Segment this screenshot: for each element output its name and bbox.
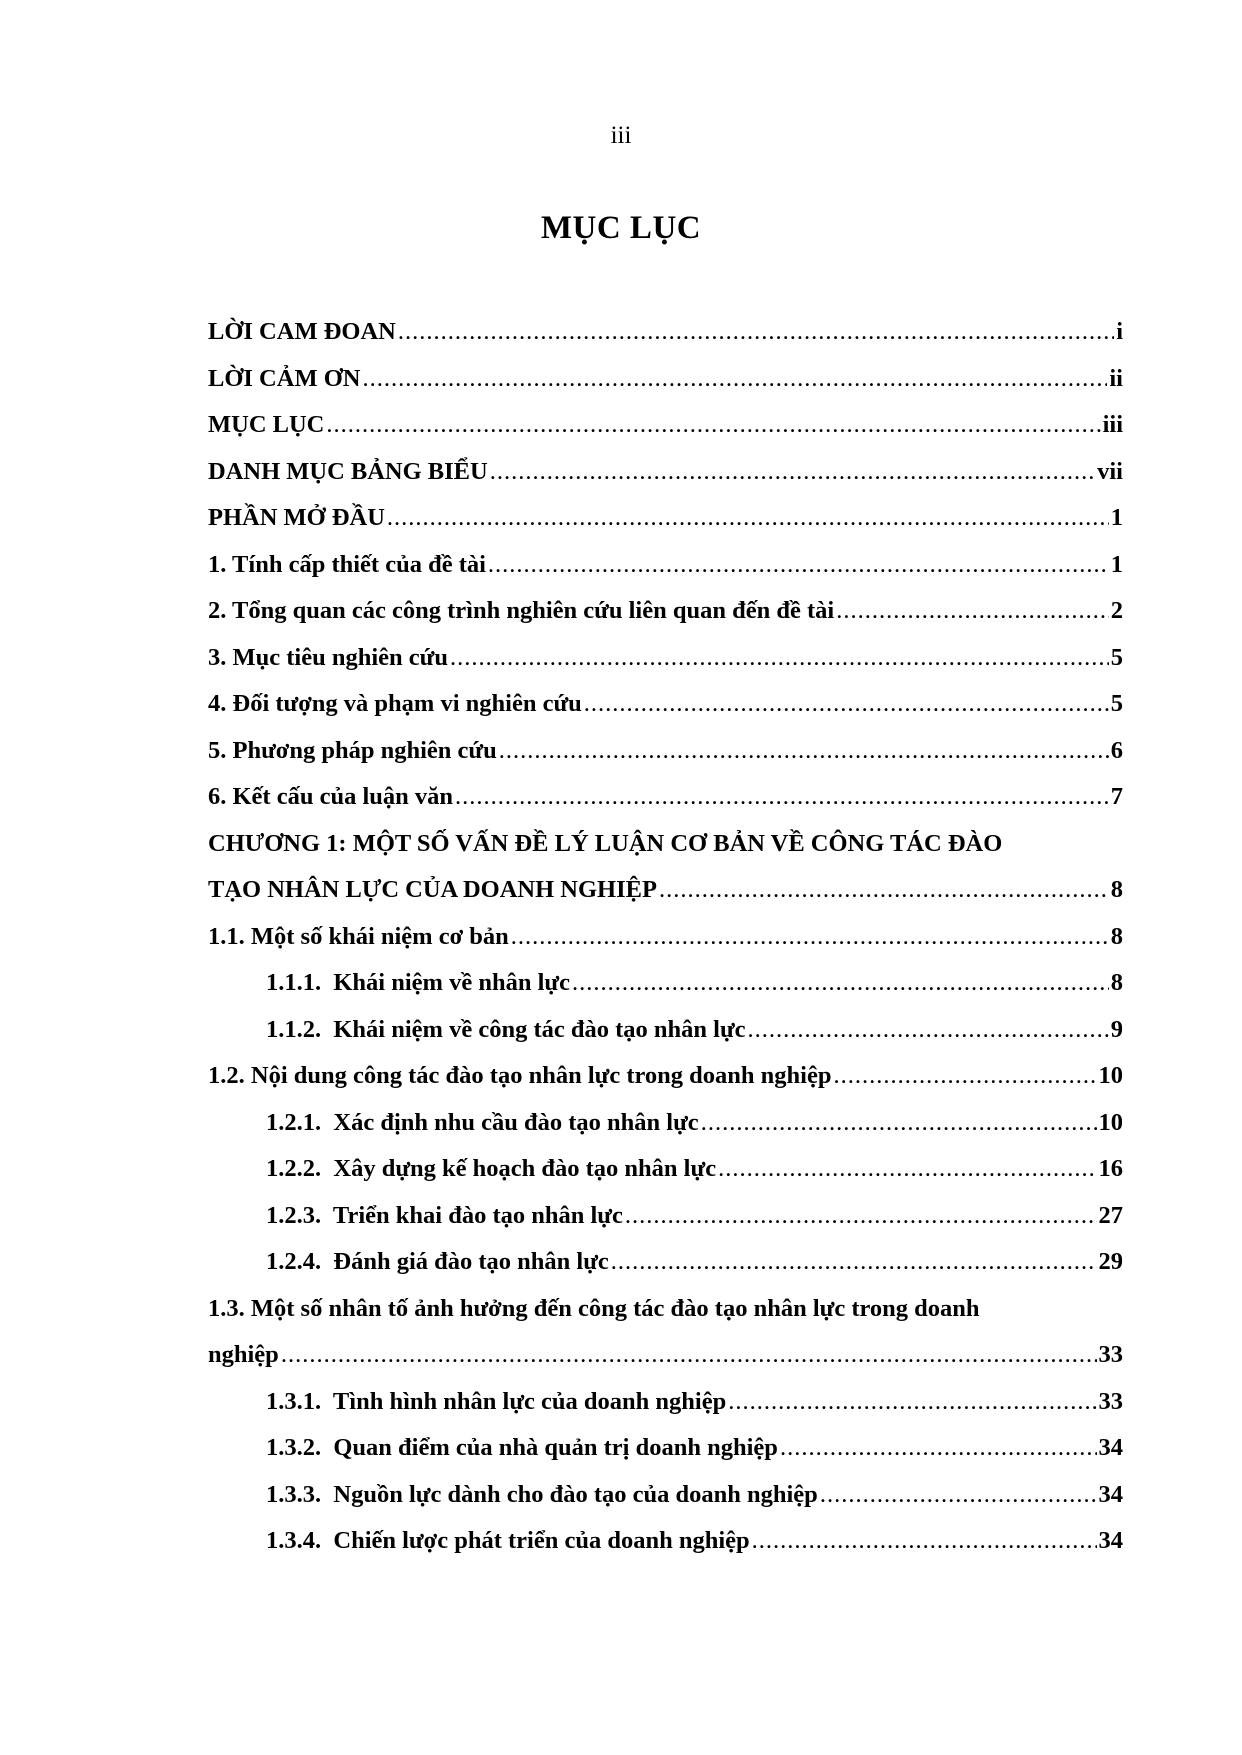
- toc-entry-text: 1. Tính cấp thiết của đề tài: [208, 550, 486, 578]
- toc-entry-text: PHẦN MỞ ĐẦU: [208, 504, 385, 531]
- toc-page-number: 5: [1110, 643, 1123, 671]
- toc-entry-1-2[interactable]: [208, 1061, 1123, 1108]
- toc-page-number: 29: [1098, 1248, 1123, 1275]
- toc-entry-1-3-4[interactable]: [208, 1526, 1123, 1573]
- toc-entry-1-1-1[interactable]: [208, 968, 1123, 1015]
- toc-entry-1-1[interactable]: [208, 922, 1123, 969]
- toc-dot-leader: [499, 736, 1109, 766]
- toc-entry-text: 1.2.1. Xác định nhu cầu đào tạo nhân lực: [266, 1108, 699, 1136]
- toc-entry-text: LỜI CAM ĐOAN: [208, 318, 396, 345]
- toc-entry-text: 5. Phương pháp nghiên cứu: [208, 736, 497, 764]
- toc-entry-text: 1.1. Một số khái niệm cơ bản: [208, 922, 509, 950]
- toc-entry-text: 1.2.2. Xây dựng kế hoạch đào tạo nhân lực: [266, 1155, 717, 1182]
- toc-entry-text-line1: 1.3. Một số nhân tố ảnh hưởng đến công tác đào tạo nhân lực trong doanh: [208, 1294, 980, 1322]
- toc-dot-leader: [387, 503, 1109, 533]
- toc-page-number: 5: [1110, 690, 1123, 717]
- toc-page-number: 8: [1110, 876, 1123, 903]
- toc-entry-text: 6. Kết cấu của luận văn: [208, 783, 454, 810]
- toc-entry-1-3-line1[interactable]: [208, 1294, 1123, 1341]
- toc-entry-text: 1.2.4. Đánh giá đào tạo nhân lực: [266, 1248, 609, 1275]
- toc-dot-leader: [836, 596, 1109, 626]
- toc-page-number: 2: [1110, 597, 1123, 624]
- toc-page-number: 33: [1098, 1387, 1123, 1415]
- toc-page-number: 8: [1110, 922, 1123, 950]
- toc-entry-text: 1.3.2. Quan điểm của nhà quản trị doanh nghiệp: [266, 1434, 778, 1461]
- toc-entry-1-3[interactable]: [208, 1340, 1123, 1387]
- toc-entry-text: nghiệp: [208, 1341, 279, 1368]
- toc-entry-1-3-1[interactable]: [208, 1387, 1123, 1434]
- toc-page-number: 34: [1098, 1480, 1123, 1508]
- toc-entry-chapter-1[interactable]: [208, 875, 1123, 922]
- toc-entry-text: 1.3.1. Tình hình nhân lực của doanh nghiệp: [266, 1387, 727, 1415]
- toc-page-number: iii: [1102, 411, 1123, 438]
- toc-dot-leader: [326, 410, 1100, 440]
- toc-page-number: ii: [1109, 364, 1123, 392]
- toc-page-number: 8: [1110, 969, 1123, 996]
- toc-dot-leader: [748, 1015, 1109, 1045]
- toc-dot-leader: [718, 1154, 1096, 1184]
- toc-page-number: 27: [1098, 1201, 1123, 1229]
- toc-entry-text: DANH MỤC BẢNG BIỂU: [208, 457, 488, 485]
- toc-page-number: 10: [1098, 1108, 1123, 1136]
- toc-entry-1-3-3[interactable]: [208, 1480, 1123, 1527]
- toc-page-number: 34: [1098, 1434, 1123, 1461]
- table-of-contents: [208, 317, 1123, 1573]
- toc-dot-leader: [490, 457, 1095, 487]
- toc-entry-text: 1.1.1. Khái niệm về nhân lực: [266, 969, 570, 996]
- toc-entry-text: 1.3.4. Chiến lược phát triển của doanh nghiệp: [266, 1527, 750, 1554]
- toc-dot-leader: [511, 922, 1109, 952]
- toc-entry-text: 1.3.3. Nguồn lực dành cho đào tạo của doanh nghiệp: [266, 1480, 818, 1508]
- toc-page-number: 6: [1110, 736, 1123, 764]
- toc-entry-text: 2. Tổng quan các công trình nghiên cứu liên quan đến đề tài: [208, 597, 835, 624]
- toc-entry-1-2-3[interactable]: [208, 1201, 1123, 1248]
- page-number: iii: [610, 122, 632, 149]
- toc-page-number: 9: [1110, 1015, 1123, 1043]
- toc-entry-loi-cam-on[interactable]: [208, 364, 1123, 411]
- toc-entry-text-line1: CHƯƠNG 1: MỘT SỐ VẤN ĐỀ LÝ LUẬN CƠ BẢN VỀ CÔNG TÁC ĐÀO: [208, 829, 1003, 857]
- toc-entry-chapter-1-line1[interactable]: [208, 829, 1123, 876]
- toc-dot-leader: [780, 1433, 1097, 1463]
- toc-dot-leader: [611, 1247, 1097, 1277]
- toc-page-number: 34: [1098, 1527, 1123, 1554]
- toc-dot-leader: [625, 1201, 1097, 1231]
- toc-dot-leader: [584, 689, 1109, 719]
- toc-dot-leader: [833, 1061, 1096, 1091]
- toc-dot-leader: [281, 1340, 1097, 1370]
- toc-entry-text: LỜI CẢM ƠN: [208, 364, 361, 392]
- toc-dot-leader: [572, 968, 1109, 998]
- toc-entry-1-2-1[interactable]: [208, 1108, 1123, 1155]
- toc-entry-text: 1.2.3. Triển khai đào tạo nhân lực: [266, 1201, 623, 1229]
- toc-dot-leader: [450, 643, 1109, 673]
- toc-entry-1-2-4[interactable]: [208, 1247, 1123, 1294]
- toc-entry-text: 1.2. Nội dung công tác đào tạo nhân lực trong doanh nghiệp: [208, 1062, 832, 1089]
- toc-dot-leader: [752, 1526, 1097, 1556]
- toc-entry-section-2[interactable]: [208, 596, 1123, 643]
- toc-dot-leader: [820, 1480, 1097, 1510]
- toc-page-number: 7: [1110, 783, 1123, 810]
- toc-page-number: 16: [1098, 1155, 1123, 1182]
- toc-entry-text: 1.1.2. Khái niệm về công tác đào tạo nhân lực: [266, 1015, 746, 1043]
- toc-page-number: 1: [1110, 550, 1123, 578]
- toc-entry-phan-mo-dau[interactable]: [208, 503, 1123, 550]
- toc-dot-leader: [398, 317, 1114, 347]
- toc-entry-1-1-2[interactable]: [208, 1015, 1123, 1062]
- toc-entry-text: MỤC LỤC: [208, 411, 325, 438]
- toc-page-number: 10: [1098, 1062, 1123, 1089]
- toc-page-number: i: [1116, 318, 1123, 345]
- toc-entry-text: TẠO NHÂN LỰC CỦA DOANH NGHIỆP: [208, 876, 657, 903]
- toc-dot-leader: [701, 1108, 1097, 1138]
- toc-dot-leader: [488, 550, 1109, 580]
- toc-entry-loi-cam-doan[interactable]: [208, 317, 1123, 364]
- toc-entry-danh-muc-bang-bieu[interactable]: [208, 457, 1123, 504]
- toc-page-number: vii: [1097, 457, 1123, 485]
- toc-dot-leader: [728, 1387, 1096, 1417]
- toc-entry-text: 3. Mục tiêu nghiên cứu: [208, 643, 448, 671]
- toc-entry-1-3-2[interactable]: [208, 1433, 1123, 1480]
- toc-dot-leader: [455, 782, 1109, 812]
- page-title: MỤC LỤC: [540, 210, 702, 246]
- toc-entry-section-6[interactable]: [208, 782, 1123, 829]
- toc-entry-text: 4. Đối tượng và phạm vi nghiên cứu: [208, 690, 582, 717]
- toc-page-number: 33: [1098, 1341, 1123, 1368]
- toc-dot-leader: [362, 364, 1107, 394]
- toc-entry-1-2-2[interactable]: [208, 1154, 1123, 1201]
- toc-page-number: 1: [1110, 504, 1123, 531]
- toc-entry-section-4[interactable]: [208, 689, 1123, 736]
- toc-dot-leader: [659, 875, 1109, 905]
- toc-entry-section-1[interactable]: [208, 550, 1123, 597]
- toc-entry-section-5[interactable]: [208, 736, 1123, 783]
- toc-entry-muc-luc[interactable]: [208, 410, 1123, 457]
- toc-entry-section-3[interactable]: [208, 643, 1123, 690]
